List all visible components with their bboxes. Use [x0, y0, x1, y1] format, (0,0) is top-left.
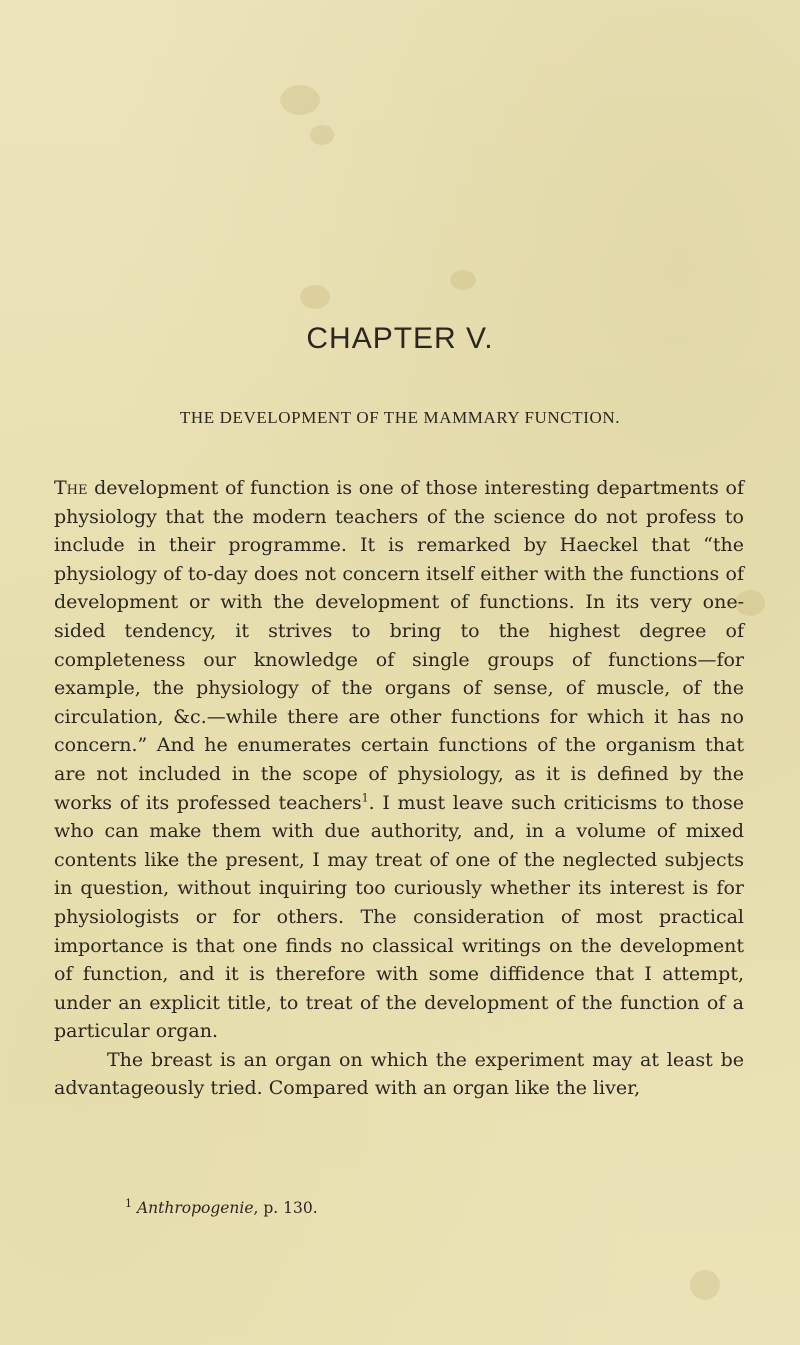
footnote-number: 1 [125, 1196, 132, 1210]
paper-stain [450, 270, 476, 290]
paragraph-text: . I must leave such criticisms to those who can make them with due authority, and, in a volume of mixed contents like the present, I may treat of one of the neglected subjects in question, without inquiring too curiously whether its interest is for physiologists or for others. The consideration of most practical importance is that one finds no classical writings on the development of function, and it is therefore with some diffidence that I attempt, under an explicit title, to treat of the development of the function of a particular organ. [54, 791, 744, 1043]
footnote-title: Anthropogenie [136, 1199, 254, 1217]
footnote-reference: 1 [361, 791, 369, 805]
paragraph: The breast is an organ on which the experiment may at least be advantageously tried. Compared with an organ like the liver, [54, 1048, 744, 1100]
chapter-title: CHAPTER V. [306, 322, 494, 355]
paper-stain [690, 1270, 720, 1300]
lead-word: The [54, 477, 88, 499]
footnote-rest: , p. 130. [253, 1199, 318, 1217]
paragraph-text: development of function is one of those interesting departments of physiology that the modern teachers of the science do not profess to include in their programme. It is remarked by Haeckel that “the physiology of to-day does not concern itself either with the functions of development or with the development of functions. In its very one-sided tendency, it strives to bring to the highest degree of completeness our knowledge of single groups of functions—for example, the physiology of the organs of sense, of muscle, of the circulation, &c.—while there are other functions for which it has no concern.” And he enumerates certain functions of the organism that are not included in the scope of physiology, as it is defined by the works of its professed teachers [54, 477, 744, 814]
chapter-subtitle: THE DEVELOPMENT OF THE MAMMARY FUNCTION. [179, 408, 621, 427]
paper-stain [280, 85, 320, 115]
body-text [54, 474, 744, 1103]
paper-stain [310, 125, 334, 145]
paragraph [54, 474, 744, 1046]
footnote [125, 1196, 725, 1217]
paper-stain [300, 285, 330, 309]
